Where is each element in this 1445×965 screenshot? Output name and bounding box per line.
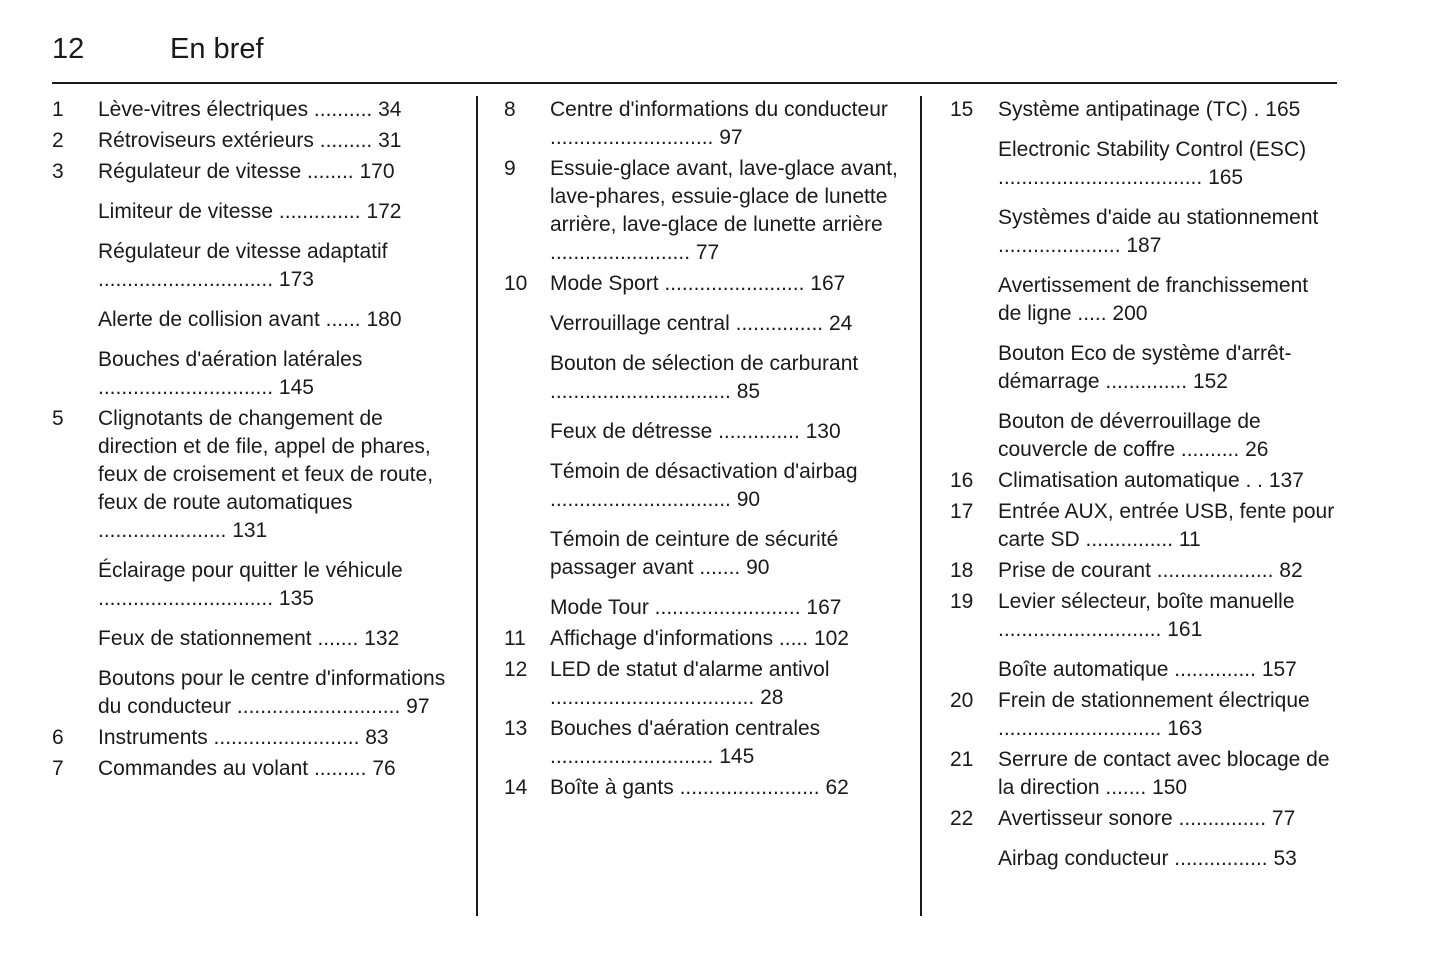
toc-entry-number: 22 <box>950 807 974 830</box>
toc-entry[interactable] <box>950 340 1337 396</box>
toc-entry-page: 62 <box>825 776 849 799</box>
toc-entry-label: Lève-vitres électriques .......... <box>98 98 373 121</box>
toc-entry-text <box>550 458 898 514</box>
toc-entry-label: Systèmes d'aide au stationnement ..................... <box>998 206 1319 257</box>
toc-entry[interactable] <box>504 625 898 653</box>
toc-entry-number: 8 <box>504 98 516 121</box>
toc-entry-text <box>98 665 452 721</box>
toc-entry[interactable] <box>950 588 1337 644</box>
toc-entry-text <box>98 755 452 783</box>
toc-entry[interactable] <box>52 198 452 226</box>
toc-entry-page: 77 <box>1271 807 1296 830</box>
toc-entry[interactable] <box>950 96 1337 124</box>
toc-entry-label: Régulateur de vitesse ........ <box>98 160 354 183</box>
toc-entry-label: Avertisseur sonore ............... <box>998 807 1267 830</box>
toc-entry[interactable] <box>950 805 1337 833</box>
toc-entry-label: Clignotants de changement de direction et de file, appel de phares, feux de croisement et feux de route, feux de route automatiques ...................... <box>98 407 434 542</box>
toc-entry-text <box>998 408 1337 464</box>
toc-entry-number: 15 <box>950 98 974 121</box>
toc-entry[interactable] <box>504 155 898 267</box>
toc-entry-page: 130 <box>805 420 841 443</box>
toc-entry-page: 161 <box>1167 618 1203 641</box>
toc-entry-page: 165 <box>1265 98 1301 121</box>
toc-entry-label: Levier sélecteur, boîte manuelle ............................ <box>998 590 1295 641</box>
page-header <box>52 32 1337 84</box>
toc-entry-label: Essuie-glace avant, lave-glace avant, lave-phares, essuie-glace de lunette arrière, lave-glace de lunette arrière ........................ <box>550 157 898 264</box>
toc-entry-label: Bouches d'aération latérales .............................. <box>98 348 363 399</box>
toc-entry-label: Affichage d'informations ..... <box>550 627 809 650</box>
toc-entry[interactable] <box>950 746 1337 802</box>
toc-entry-number: 20 <box>950 689 974 712</box>
toc-entry-page: 157 <box>1261 658 1297 681</box>
toc-entry-text <box>550 656 898 712</box>
toc-entry[interactable] <box>52 238 452 294</box>
toc-entry-text <box>98 96 452 124</box>
toc-entry-text <box>550 526 898 582</box>
toc-entry-number: 9 <box>504 157 516 180</box>
toc-entry-label: Éclairage pour quitter le véhicule .............................. <box>98 559 403 610</box>
toc-entry[interactable] <box>504 774 898 802</box>
toc-entry[interactable] <box>52 306 452 334</box>
toc-entry-text <box>550 310 898 338</box>
toc-entry-label: Mode Tour ......................... <box>550 596 801 619</box>
toc-entry-page: 167 <box>810 272 846 295</box>
toc-entry-number: 12 <box>504 658 528 681</box>
toc-entry-page: 28 <box>760 686 784 709</box>
toc-entry-page: 132 <box>364 627 400 650</box>
toc-entry-page: 145 <box>719 745 755 768</box>
toc-entry-text <box>98 127 452 155</box>
toc-entry-text <box>550 625 898 653</box>
toc-entry-page: 34 <box>378 98 402 121</box>
toc-entry-page: 53 <box>1273 847 1297 870</box>
toc-entry-label: Instruments ......................... <box>98 726 360 749</box>
toc-entry-page: 135 <box>278 587 314 610</box>
toc-entry[interactable] <box>950 845 1337 873</box>
toc-entry-text <box>550 350 898 406</box>
toc-entry-text <box>550 774 898 802</box>
toc-entry[interactable] <box>504 715 898 771</box>
toc-entry[interactable] <box>504 96 898 152</box>
toc-entry-page: 150 <box>1152 776 1188 799</box>
toc-entry-text <box>550 715 898 771</box>
toc-entry-text <box>998 204 1337 260</box>
toc-entry[interactable] <box>52 665 452 721</box>
toc-entry[interactable] <box>950 687 1337 743</box>
toc-entry-label: Boutons pour le centre d'informations du conducteur ............................ <box>98 667 446 718</box>
toc-entry-text <box>998 656 1337 684</box>
toc-entry-text <box>998 588 1337 644</box>
toc-entry-text <box>550 155 898 267</box>
toc-entry-label: Electronic Stability Control (ESC) ................................... <box>998 138 1307 189</box>
toc-entry-text <box>98 158 452 186</box>
toc-entry-number: 14 <box>504 776 528 799</box>
toc-entry[interactable] <box>52 405 452 545</box>
toc-entry-label: Prise de courant .................... <box>998 559 1274 582</box>
toc-entry[interactable] <box>950 467 1337 495</box>
toc-entry-number: 3 <box>52 160 64 183</box>
toc-entry-number: 10 <box>504 272 528 295</box>
toc-entry-label: Feux de détresse .............. <box>550 420 800 443</box>
toc-entry-page: 82 <box>1279 559 1303 582</box>
toc-entry-number: 19 <box>950 590 974 613</box>
toc-entry-page: 90 <box>746 556 770 579</box>
toc-entry-text <box>98 405 452 545</box>
toc-entry-number: 18 <box>950 559 974 582</box>
toc-entry-label: Alerte de collision avant ...... <box>98 308 361 331</box>
toc-entry-label: Bouton de déverrouillage de couvercle de coffre .......... <box>998 410 1261 461</box>
toc-entry-text <box>98 625 452 653</box>
toc-entry[interactable] <box>52 96 452 124</box>
toc-entry-number: 16 <box>950 469 974 492</box>
toc-entry[interactable] <box>504 458 898 514</box>
toc-entry-number: 7 <box>52 757 64 780</box>
toc-entry-page: 97 <box>719 126 743 149</box>
toc-entry-label: Boîte à gants ........................ <box>550 776 820 799</box>
toc-entry-text <box>998 557 1337 585</box>
toc-entry-page: 97 <box>406 695 430 718</box>
toc-entry-page: 173 <box>278 268 314 291</box>
toc-entry-text <box>98 238 452 294</box>
toc-entry-label: Bouton Eco de système d'arrêt-démarrage .............. <box>998 342 1292 393</box>
toc-entry[interactable] <box>504 310 898 338</box>
toc-entry-text <box>98 346 452 402</box>
toc-entry-label: Climatisation automatique . . <box>998 469 1263 492</box>
toc-entry-page: 76 <box>372 757 396 780</box>
toc-column-left <box>52 96 476 916</box>
toc-entry-page: 163 <box>1167 717 1203 740</box>
toc-entry-page: 11 <box>1178 528 1201 551</box>
toc-entry[interactable] <box>950 272 1337 328</box>
toc-entry-text <box>998 467 1337 495</box>
toc-entry-number: 17 <box>950 500 974 523</box>
toc-entry-text <box>550 270 898 298</box>
toc-column-right <box>920 96 1337 916</box>
toc-entry-text <box>98 198 452 226</box>
toc-entry[interactable] <box>950 498 1337 554</box>
toc-entry-text <box>550 96 898 152</box>
toc-entry-text <box>998 845 1337 873</box>
toc-entry-text <box>998 96 1337 124</box>
toc-entry-page: 77 <box>695 241 720 264</box>
toc-entry-number: 21 <box>950 748 974 771</box>
toc-entry-number: 1 <box>52 98 64 121</box>
toc-entry[interactable] <box>52 625 452 653</box>
toc-entry[interactable] <box>950 136 1337 192</box>
toc-entry-label: Témoin de ceinture de sécurité passager avant ....... <box>550 528 839 579</box>
toc-entry-number: 13 <box>504 717 528 740</box>
toc-entry-text <box>998 136 1337 192</box>
toc-entry[interactable] <box>504 526 898 582</box>
toc-entry-page: 102 <box>813 627 849 650</box>
toc-entry-number: 11 <box>504 627 526 650</box>
toc-entry-label: Entrée AUX, entrée USB, fente pour carte SD ............... <box>998 500 1335 551</box>
page-number: 12 <box>52 33 85 65</box>
toc-entry[interactable] <box>52 346 452 402</box>
toc-columns <box>52 96 1337 916</box>
toc-entry-label: Limiteur de vitesse .............. <box>98 200 361 223</box>
toc-entry-label: Témoin de désactivation d'airbag ............................... <box>550 460 858 511</box>
toc-entry-page: 152 <box>1192 370 1228 393</box>
toc-entry-label: Boîte automatique .............. <box>998 658 1256 681</box>
toc-entry-label: Verrouillage central ............... <box>550 312 824 335</box>
toc-entry[interactable] <box>52 724 452 752</box>
toc-entry[interactable] <box>504 350 898 406</box>
toc-entry-text <box>998 498 1337 554</box>
toc-entry-page: 145 <box>278 376 314 399</box>
toc-entry-text <box>998 340 1337 396</box>
toc-entry-label: Rétroviseurs extérieurs ......... <box>98 129 373 152</box>
toc-entry-label: Bouton de sélection de carburant ............................... <box>550 352 859 403</box>
toc-entry-label: Régulateur de vitesse adaptatif .............................. <box>98 240 388 291</box>
toc-entry-number: 2 <box>52 129 64 152</box>
toc-entry-page: 26 <box>1245 438 1269 461</box>
toc-entry-label: LED de statut d'alarme antivol ................................... <box>550 658 830 709</box>
toc-entry-label: Bouches d'aération centrales ............................ <box>550 717 821 768</box>
toc-entry[interactable] <box>52 755 452 783</box>
toc-entry-label: Commandes au volant ......... <box>98 757 367 780</box>
toc-entry-label: Mode Sport ........................ <box>550 272 805 295</box>
toc-entry-label: Système antipatinage (TC) . <box>998 98 1260 121</box>
toc-entry-page: 187 <box>1126 234 1162 257</box>
toc-entry[interactable] <box>504 594 898 622</box>
toc-entry[interactable] <box>52 158 452 186</box>
toc-entry[interactable] <box>52 127 452 155</box>
toc-entry-text <box>998 746 1337 802</box>
toc-entry[interactable] <box>52 557 452 613</box>
toc-entry-number: 6 <box>52 726 64 749</box>
toc-entry-page: 172 <box>366 200 402 223</box>
toc-entry[interactable] <box>950 204 1337 260</box>
toc-entry-text <box>998 272 1337 328</box>
toc-entry-page: 31 <box>378 129 402 152</box>
toc-entry[interactable] <box>504 418 898 446</box>
toc-entry-page: 170 <box>359 160 395 183</box>
toc-entry-label: Avertissement de franchissement de ligne ..... <box>998 274 1309 325</box>
toc-entry-text <box>998 687 1337 743</box>
toc-entry-text <box>550 594 898 622</box>
toc-entry-page: 165 <box>1208 166 1244 189</box>
toc-column-middle <box>476 96 920 916</box>
toc-entry[interactable] <box>950 557 1337 585</box>
toc-entry-page: 131 <box>232 519 268 542</box>
page-title: En bref <box>170 33 264 65</box>
toc-entry-page: 200 <box>1112 302 1148 325</box>
toc-entry[interactable] <box>504 656 898 712</box>
toc-entry-text <box>550 418 898 446</box>
toc-entry-text <box>98 724 452 752</box>
toc-entry-text <box>98 557 452 613</box>
toc-entry-page: 137 <box>1268 469 1304 492</box>
toc-entry[interactable] <box>950 656 1337 684</box>
toc-entry-label: Frein de stationnement électrique ............................ <box>998 689 1310 740</box>
toc-entry-page: 24 <box>828 312 853 335</box>
toc-entry-page: 83 <box>365 726 389 749</box>
toc-entry-label: Airbag conducteur ................ <box>998 847 1268 870</box>
toc-entry-label: Serrure de contact avec blocage de la direction ....... <box>998 748 1330 799</box>
toc-entry[interactable] <box>950 408 1337 464</box>
toc-entry-page: 90 <box>736 488 761 511</box>
toc-entry-page: 180 <box>366 308 402 331</box>
toc-entry-label: Centre d'informations du conducteur ............................ <box>550 98 888 149</box>
toc-entry-label: Feux de stationnement ....... <box>98 627 359 650</box>
toc-entry-text <box>998 805 1337 833</box>
toc-entry-number: 5 <box>52 407 64 430</box>
toc-entry-text <box>98 306 452 334</box>
toc-entry-page: 85 <box>736 380 761 403</box>
toc-entry-page: 167 <box>806 596 842 619</box>
toc-entry[interactable] <box>504 270 898 298</box>
